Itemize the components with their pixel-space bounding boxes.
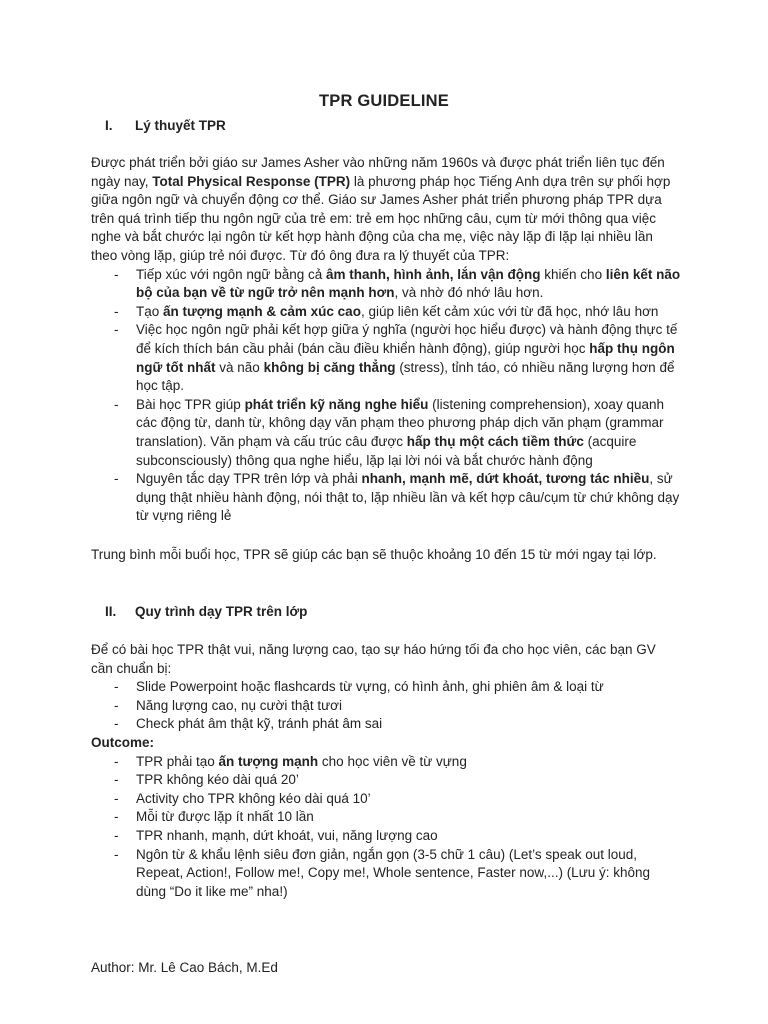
text-run: Mỗi từ được lặp ít nhất 10 lần: [136, 809, 314, 825]
text-run: Ngôn từ & khẩu lệnh siêu đơn giản, ngắn gọn (3-5 chữ 1 câu) (Let’s speak out loud, Repeat, Action!, Follow me!, Copy me!, Whole sentence, Faster now,...) (Lưu ý: không dùng “Do it like me” nha!): [136, 846, 651, 899]
list-item: - Check phát âm thật kỹ, tránh phát âm sai: [91, 715, 681, 734]
text-run: (stress), tỉnh táo, có nhiều năng lượng hơn để học tập.: [136, 359, 675, 394]
text-run: Tạo: [136, 303, 164, 319]
list-item: [91, 790, 681, 809]
list-item: [91, 396, 681, 470]
section-2-intro: Để có bài học TPR thật vui, năng lượng cao, tạo sự háo hứng tối đa cho học viên, các bạn GV cần chuẩn bị:: [91, 642, 656, 676]
text-run: Bài học TPR giúp: [136, 396, 245, 412]
section-2-number: II.: [105, 604, 117, 619]
list-item: [91, 753, 681, 772]
list-item: [91, 470, 681, 526]
text-run: (listening comprehension), xoay quanh các động từ, danh từ, không dạy văn phạm theo phương pháp dịch văn phạm (grammar translation). Văn phạm và cấu trúc câu được: [136, 396, 664, 449]
bold-text: liên kết não bộ của bạn về từ ngữ trở nên mạnh hơn: [136, 266, 681, 301]
bold-text: không bị căng thẳng: [263, 359, 396, 375]
list-item: [91, 827, 681, 846]
text-run: , sử dụng thật nhiều hành động, nói thật to, lặp nhiều lần và kết hợp câu/cụm từ chứ không dạy từ vựng riêng lẻ: [136, 471, 680, 524]
text-run: TPR không kéo dài quá 20’: [136, 772, 299, 788]
text-run: TPR nhanh, mạnh, dứt khoát, vui, năng lượng cao: [136, 827, 438, 843]
bold-text: ấn tượng mạnh: [218, 753, 319, 769]
text-run: TPR phải tạo: [136, 753, 219, 769]
section-2-title: Quy trình dạy TPR trên lớp: [135, 604, 308, 619]
text-run: , và nhờ đó nhớ lâu hơn.: [394, 285, 544, 301]
bold-text: Total Physical Response (TPR): [152, 173, 351, 189]
list-item: - Năng lượng cao, nụ cười thật tươi: [91, 697, 681, 716]
bold-text: hấp thụ một cách tiềm thức: [406, 433, 584, 449]
section-1-intro: [91, 154, 681, 266]
section-1-summary: Trung bình mỗi buổi học, TPR sẽ giúp các bạn sẽ thuộc khoảng 10 đến 15 từ mới ngay tại lớp.: [91, 547, 657, 562]
list-item: - Slide Powerpoint hoặc flashcards từ vựng, có hình ảnh, ghi phiên âm & loại từ: [91, 678, 681, 697]
section-2-heading: [105, 604, 307, 619]
text-run: là phương pháp học Tiếng Anh dựa trên sự phối hợp giữa ngôn ngữ và chuyển động cơ thể. Giáo sư James Asher phát triển phương pháp TPR dựa trên quá trình tiếp thu ngôn ngữ của trẻ em: trẻ em học những câu, cụm từ mới thông qua việc nghe và bắt chước lại ngôn từ kết hợp hành động của cha mẹ, việc này lặp đi lặp lại nhiều lần theo vòng lặp, giúp trẻ nói được. Từ đó ông đưa ra lý thuyết của TPR:: [91, 173, 671, 263]
section-1-number: I.: [105, 118, 113, 133]
text-run: Activity cho TPR không kéo dài quá 10’: [136, 790, 371, 806]
bold-text: âm thanh, hình ảnh, lắn vận động: [326, 266, 541, 282]
list-item: [91, 321, 681, 395]
section-1-title: Lý thuyết TPR: [135, 118, 226, 133]
list-item: [91, 808, 681, 827]
section-1-heading: [105, 118, 226, 133]
text-run: Được phát triển bởi giáo sư James Asher vào những năm 1960s và được phát triển liên tục đến ngày nay,: [91, 155, 665, 189]
text-run: khiến cho: [540, 266, 606, 282]
prep-list: [91, 678, 681, 734]
bold-text: nhanh, mạnh mẽ, dứt khoát, tương tác nhiều: [361, 471, 650, 487]
text-run: cho học viên về từ vựng: [318, 753, 467, 769]
section-1-body: [91, 154, 681, 526]
list-item: [91, 771, 681, 790]
bold-text: ấn tượng mạnh & cảm xúc cao: [163, 303, 361, 319]
text-run: (acquire subconsciously) thông qua nghe hiểu, lặp lại lời nói và bắt chước hành động: [136, 433, 637, 468]
text-run: Việc học ngôn ngữ phải kết hợp giữa ý nghĩa (người học hiểu được) và hành động thực tế để kích thích bán cầu phải (bán cầu điều khiển hành động), giúp người học: [136, 322, 678, 356]
outcome-label: Outcome:: [91, 734, 155, 750]
list-item: [91, 266, 681, 303]
list-item: [91, 303, 681, 322]
bold-text: hấp thụ ngôn ngữ tốt nhất: [136, 340, 675, 375]
document-title: TPR GUIDELINE: [318, 92, 450, 110]
outcome-list: [91, 753, 681, 902]
section-1-bullet-list: [91, 266, 681, 526]
bold-text: phát triển kỹ năng nghe hiểu: [244, 396, 429, 412]
text-run: Tiếp xúc với ngôn ngữ bằng cả: [136, 266, 327, 282]
author-line: Author: Mr. Lê Cao Bách, M.Ed: [91, 960, 278, 975]
text-run: Nguyên tắc dạy TPR trên lớp và phải: [136, 471, 362, 487]
section-2-body: [91, 641, 681, 901]
text-run: , giúp liên kết cảm xúc với từ đã học, nhớ lâu hơn: [360, 303, 659, 319]
text-run: và não: [215, 359, 264, 375]
list-item: [91, 846, 681, 902]
